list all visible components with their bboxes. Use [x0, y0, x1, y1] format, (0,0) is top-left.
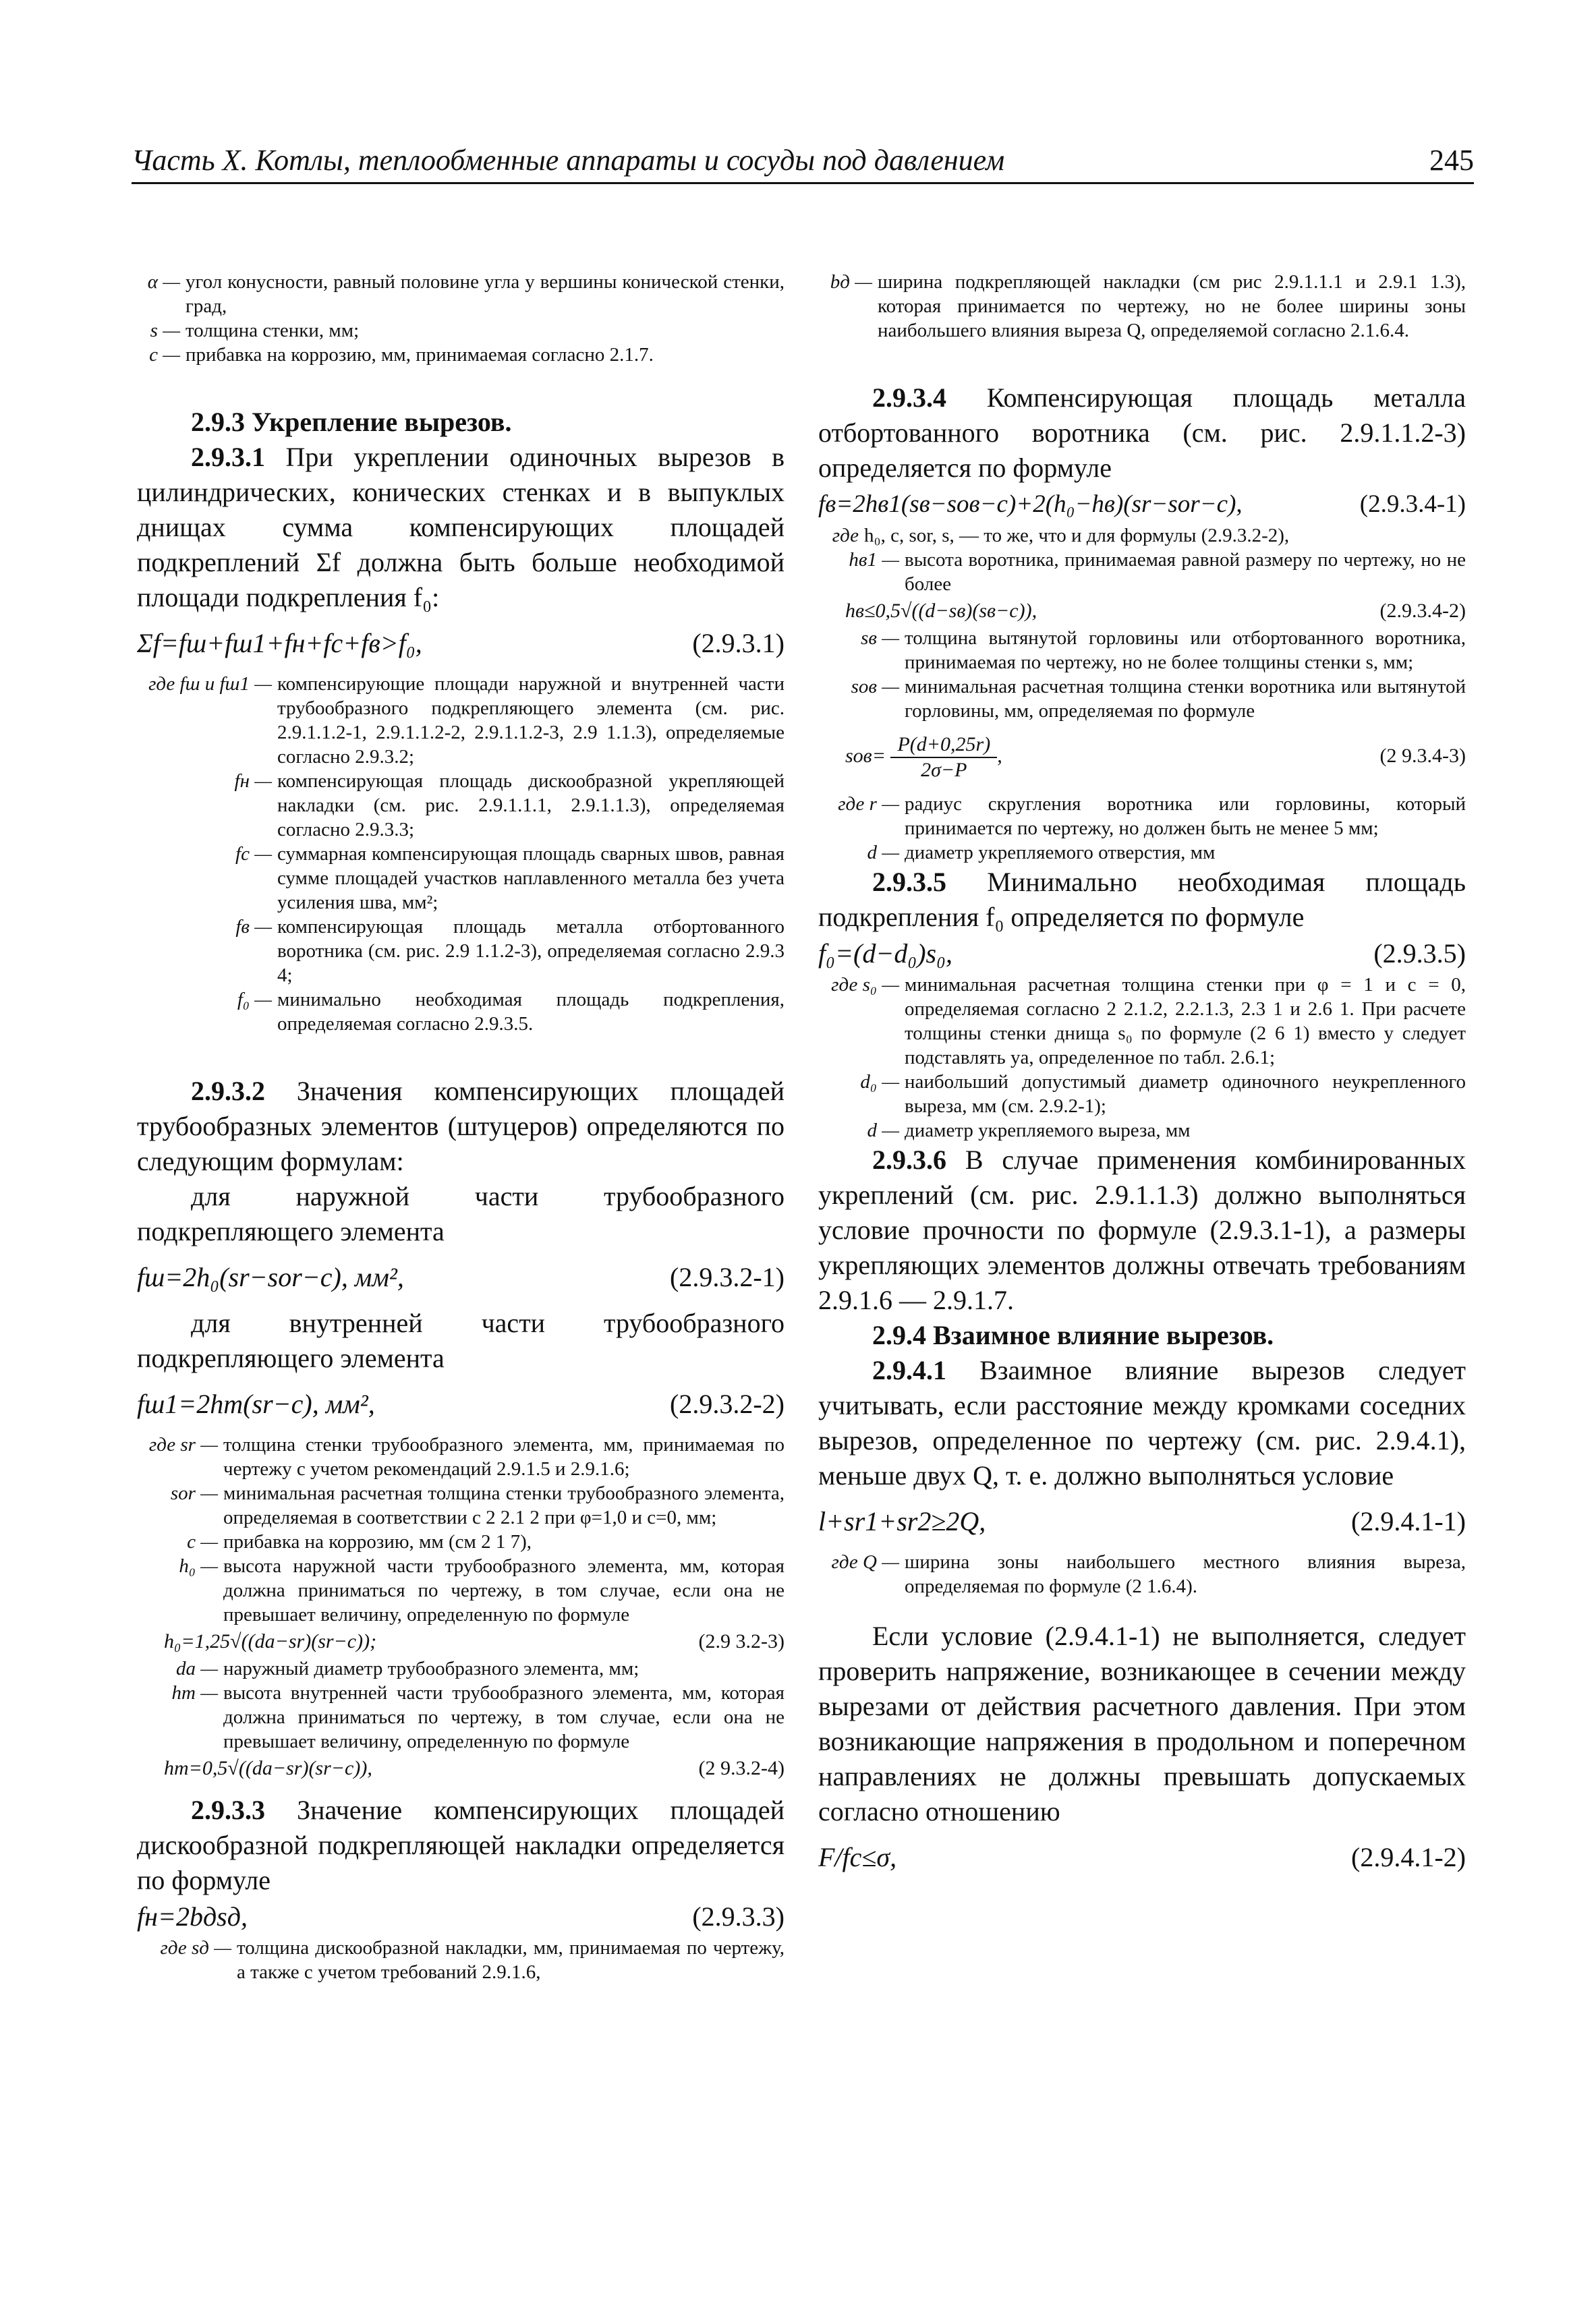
def-sor: sor — минимальная расчетная толщина стенки трубообразного элемента, определяемая в соответствии с 2 2.1 2 при φ=1,0 и c=0, мм;	[170, 1483, 785, 1528]
formula-2-9-3-2-3: h₀=1,25√((da−sr)(sr−c)); (2.9 3.2-3)	[164, 1630, 785, 1652]
def-sv: sв — толщина вытянутой горловины или отбортованного воротника, принимаемая по чертежу, но не более толщины стенки s, мм;	[861, 627, 1466, 673]
def-d0: d₀ — наибольший допустимый диаметр одиночного неукрепленного выреза, мм (см. 2.9.2-1);	[860, 1071, 1466, 1117]
formula-2-9-4-1-1: l+sr1+sr2≥2Q, (2.9.4.1-1)	[818, 1506, 1466, 1536]
def-sr: где sr — толщина стенки трубообразного элемента, мм, принимаемая по чертежу с учетом рекомендаций 2.9.1.5 и 2.9.1.6;	[148, 1434, 785, 1480]
page-number: 245	[1429, 144, 1474, 177]
def-h0: h₀ — высота наружной части трубообразного элемента, мм, которая должна приниматься по чертежу, в том случае, если она не превышает величину, определенную по формуле	[179, 1555, 785, 1625]
def-alpha: α — угол конусности, равный половине угла у вершины конической стенки, град,	[147, 271, 785, 317]
def-c2: c — прибавка на коррозию, мм (см 2 1 7),	[187, 1531, 532, 1553]
def-fn: fн — компенсирующая площадь дискообразной укрепляющей накладки (см. рис. 2.9.1.1.1, 2.9.1.1.3), определяемая согласно 2.9.3.3;	[234, 770, 785, 840]
def-f0: f₀ — минимально необходимая площадь подкрепления, определяемая согласно 2.9.3.5.	[237, 989, 785, 1035]
text-inner-part: для внутренней части трубообразного подкрепляющего элемента	[137, 1308, 785, 1373]
formula-2-9-3-2-1: fш=2h₀(sr−sor−c), мм², (2.9.3.2-1)	[137, 1262, 785, 1292]
def-gde-h0: где h₀, c, sor, s, — то же, что и для формулы (2.9.3.2-2),	[832, 525, 1290, 546]
paragraph-2-9-3-4: 2.9.3.4 Компенсирующая площадь металла отбортованного воротника (см. рис. 2.9.1.1.2-3) определяется по формуле	[818, 382, 1466, 483]
def-c: c — прибавка на коррозию, мм, принимаемая согласно 2.1.7.	[149, 344, 654, 366]
left-column	[137, 270, 785, 1984]
formula-2-9-3-4-2: hв≤0,5√((d−sв)(sв−c)), (2.9.3.4-2)	[845, 600, 1466, 622]
def-fc: fс — суммарная компенсирующая площадь сварных швов, равная сумме площадей участков наплавленного металла без учета усиления шва, мм²;	[235, 843, 785, 913]
def-q: где Q — ширина зоны наибольшего местного влияния выреза, определяемая по формуле (2 1.6.4).	[831, 1551, 1466, 1597]
formula-2-9-3-4-1: fв=2hв1(sв−sов−c)+2(h₀−hв)(sr−sor−c), (2.9.3.4-1)	[818, 490, 1466, 518]
right-column	[818, 270, 1466, 1876]
paragraph-2-9-3-3: 2.9.3.3 Значение компенсирующих площадей дискообразной подкрепляющей накладки определяется по формуле	[137, 1795, 785, 1895]
def-fsh: где fш и fш1 — компенсирующие площади наружной и внутренней части трубообразного подкрепляющего элемента (см. рис. 2.9.1.1.2-1, 2.9.1.1.2-2, 2.9.1.1.2-3, 2.9 1.1.3), определяемые согласно 2.9.3.2;	[148, 673, 785, 768]
def-da: da — наружный диаметр трубообразного элемента, мм;	[175, 1658, 639, 1679]
def-d2: d — диаметр укрепляемого выреза, мм	[867, 1120, 1191, 1141]
def-hv1: hв1 — высота воротника, принимаемая равной размеру по чертежу, но не более	[849, 549, 1466, 595]
paragraph-2-9-4-1-cont: Если условие (2.9.4.1-1) не выполняется, следует проверить напряжение, возникающее в сечении между вырезами от действия расчетного давления. При этом возникающие напряжения в продольном и поперечном направлениях не должны превышать допускаемых согласно отношению	[818, 1621, 1466, 1826]
def-d: d — диаметр укрепляемого отверстия, мм	[867, 842, 1216, 863]
formula-2-9-3-5: f₀=(d−d₀)s₀, (2.9.3.5)	[818, 938, 1466, 969]
fraction: $\frac{P(d+0,25r)}{2\sigma-P}$	[890, 732, 997, 782]
def-s0: где s₀ — минимальная расчетная толщина стенки при φ = 1 и c = 0, определяемая согласно 2 2.1.2, 2.2.1.3, 2.3 1 и 2.6 1. При расчете толщины стенки днища s₀ по формуле (2 6 1) вместо y следует подставлять ya, определенное по табл. 2.6.1;	[831, 974, 1466, 1068]
paragraph-2-9-3-1: 2.9.3.1 При укреплении одиночных вырезов в цилиндрических, конических стенках и в выпуклых днищах сумма компенсирующих площадей подкреплений Σf должна быть больше необходимой площади подкрепления f₀:	[137, 442, 785, 612]
section-heading-2-9-3: 2.9.3 Укрепление вырезов.	[191, 407, 512, 437]
formula-2-9-3-2-4: hm=0,5√((da−sr)(sr−c)), (2 9.3.2-4)	[164, 1757, 785, 1779]
def-sov: sов — минимальная расчетная толщина стенки воротника или вытянутой горловины, мм, определяемая по формуле	[851, 676, 1466, 722]
running-header	[132, 140, 1474, 184]
def-fv: fв — компенсирующая площадь металла отбортованного воротника (см. рис. 2.9 1.1.2-3), определяемая согласно 2.9.3 4;	[235, 916, 785, 986]
def-bd: bд — ширина подкрепляющей накладки (см рис 2.9.1.1.1 и 2.9.1 1.3), которая принимается по чертежу, но не более ширины зоны наибольшего влияния выреза Q, определяемой согласно 2.1.6.4.	[830, 271, 1466, 341]
formula-2-9-3-1: Σf=fш+fш1+fн+fс+fв>f₀, (2.9.3.1)	[137, 628, 785, 658]
paragraph-2-9-3-5: 2.9.3.5 Минимально необходимая площадь подкрепления f₀ определяется по формуле	[818, 867, 1466, 932]
def-hm: hm — высота внутренней части трубообразного элемента, мм, которая должна приниматься по чертежу, в том случае, если она не превышает величину, определенную по формуле	[171, 1682, 785, 1752]
section-heading-2-9-4: 2.9.4 Взаимное влияние вырезов.	[872, 1320, 1274, 1350]
formula-2-9-3-2-2: fш1=2hm(sr−c), мм², (2.9.3.2-2)	[137, 1389, 785, 1419]
formula-2-9-3-3: fн=2bдsд, (2.9.3.3)	[137, 1901, 785, 1932]
running-title: Часть X. Котлы, теплообменные аппараты и сосуды под давлением	[132, 144, 1005, 177]
paragraph-2-9-3-6: 2.9.3.6 В случае применения комбинированных укреплений (см. рис. 2.9.1.1.3) должно выполняться условие прочности по формуле (2.9.3.1-1), а размеры укрепляющих элементов должны отвечать требованиям 2.9.1.6 — 2.9.1.7.	[818, 1145, 1466, 1315]
formula-2-9-4-1-2: F/fc≤σ, (2.9.4.1-2)	[818, 1842, 1466, 1872]
text-outer-part: для наружной части трубообразного подкрепляющего элемента	[137, 1181, 785, 1246]
def-r: где r — радиус скругления воротника или горловины, который принимается по чертежу, но должен быть не менее 5 мм;	[838, 793, 1466, 839]
formula-2-9-3-4-3: sов= $\frac{P(d+0,25r)}{2\sigma-P}$ , (2 9.3.4-3)	[845, 733, 1466, 781]
paragraph-2-9-3-2: 2.9.3.2 Значения компенсирующих площадей трубообразных элементов (штуцеров) определяются по следующим формулам:	[137, 1076, 785, 1176]
def-sd: где sд — толщина дискообразной накладки, мм, принимаемая по чертежу, а также с учетом требований 2.9.1.6,	[160, 1937, 785, 1983]
def-s: s — толщина стенки, мм;	[150, 320, 360, 341]
paragraph-2-9-4-1: 2.9.4.1 Взаимное влияние вырезов следует учитывать, если расстояние между кромками соседних вырезов, определенное по чертежу (см. рис. 2.9.4.1), меньше двух Q, т. е. должно выполняться условие	[818, 1355, 1466, 1491]
